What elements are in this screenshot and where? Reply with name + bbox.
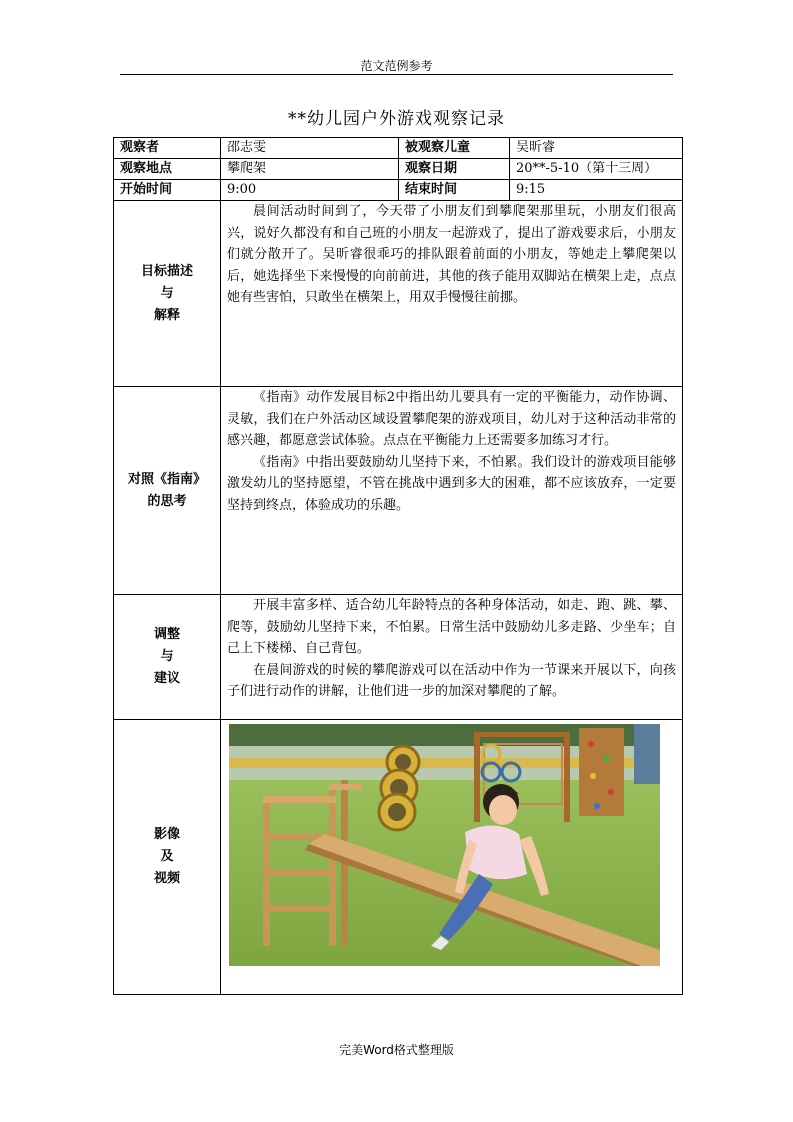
row-guide — [114, 387, 683, 595]
page-footer: 完美Word格式整理版 — [339, 1043, 454, 1057]
observation-record-table — [113, 137, 683, 995]
media-label — [114, 720, 221, 995]
guide-paragraph-2: 《指南》中指出要鼓励幼儿坚持下来，不怕累。我们设计的游戏项目能够激发幼儿的坚持愿望，不管在挑战中遇到多大的困难，都不应该放弃，一定要坚持到终点，体验成功的乐趣。 — [227, 454, 676, 513]
header-rule — [120, 74, 673, 75]
date-value: 20**-5-10（第十三周） — [510, 159, 683, 180]
advice-content — [221, 595, 683, 720]
advice-paragraph-2: 在晨间游戏的时候的攀爬游戏可以在活动中作为一节课来开展以下，向孩子们进行动作的讲解，让他们进一步的加深对攀爬的了解。 — [227, 662, 676, 700]
row-observer — [114, 138, 683, 159]
advice-paragraph-1: 开展丰富多样、适合幼儿年龄特点的各种身体活动，如走、跑、跳、攀、爬等，鼓励幼儿坚持下来，不怕累。日常生活中鼓励幼儿多走路、少坐车；自己上下楼梯、自己背包。 — [227, 598, 676, 657]
row-media — [114, 720, 683, 995]
row-place — [114, 159, 683, 180]
advice-label-line-1: 调整 — [153, 627, 180, 642]
playground-photo — [229, 724, 660, 966]
guide-label — [114, 387, 221, 595]
child-label: 被观察儿童 — [399, 138, 510, 159]
goal-label-line-3: 解释 — [153, 307, 180, 323]
media-label-line-2: 及 — [160, 849, 174, 864]
advice-label — [114, 595, 221, 720]
observer-value: 邵志雯 — [221, 138, 399, 159]
observer-label: 观察者 — [114, 138, 221, 159]
media-label-line-3: 视频 — [153, 871, 180, 886]
media-content — [221, 720, 683, 995]
goal-label-line-1: 目标描述 — [140, 263, 193, 279]
guide-paragraph-1: 《指南》动作发展目标2中指出幼儿要具有一定的平衡能力，动作协调、灵敏，我们在户外活动区域设置攀爬架的游戏项目，幼儿对于这种活动非常的感兴趣，都愿意尝试体验。点点在平衡能力上还需要多加练习才行。 — [227, 390, 676, 449]
goal-label-line-2: 与 — [160, 285, 174, 301]
row-time — [114, 180, 683, 201]
media-label-line-1: 影像 — [153, 827, 180, 842]
goal-content — [221, 201, 683, 387]
guide-label-line-2: 的思考 — [147, 493, 187, 509]
start-value: 9:00 — [221, 180, 399, 201]
goal-label — [114, 201, 221, 387]
goal-paragraph: 晨间活动时间到了，今天带了小朋友们到攀爬架那里玩，小朋友们很高兴，说好久都没有和自己班的小朋友一起游戏了，提出了游戏要求后，小朋友们就分散开了。吴昕睿很乖巧的排队跟着前面的小朋友，等她走上攀爬架以后，她选择坐下来慢慢的向前前进，其他的孩子能用双脚站在横架上走，点点她有些害怕，只敢坐在横架上，用双手慢慢往前挪。 — [227, 204, 676, 306]
advice-label-line-2: 与 — [160, 649, 174, 664]
end-value: 9:15 — [510, 180, 683, 201]
advice-label-line-3: 建议 — [153, 671, 180, 686]
start-label: 开始时间 — [114, 180, 221, 201]
place-value: 攀爬架 — [221, 159, 399, 180]
document-title: **幼儿园户外游戏观察记录 — [288, 109, 505, 129]
child-value: 吴昕睿 — [510, 138, 683, 159]
row-advice — [114, 595, 683, 720]
end-label: 结束时间 — [399, 180, 510, 201]
place-label: 观察地点 — [114, 159, 221, 180]
date-label: 观察日期 — [399, 159, 510, 180]
row-goal — [114, 201, 683, 387]
guide-label-line-1: 对照《指南》 — [127, 471, 206, 487]
page-header: 范文范例参考 — [360, 59, 433, 73]
guide-content — [221, 387, 683, 595]
